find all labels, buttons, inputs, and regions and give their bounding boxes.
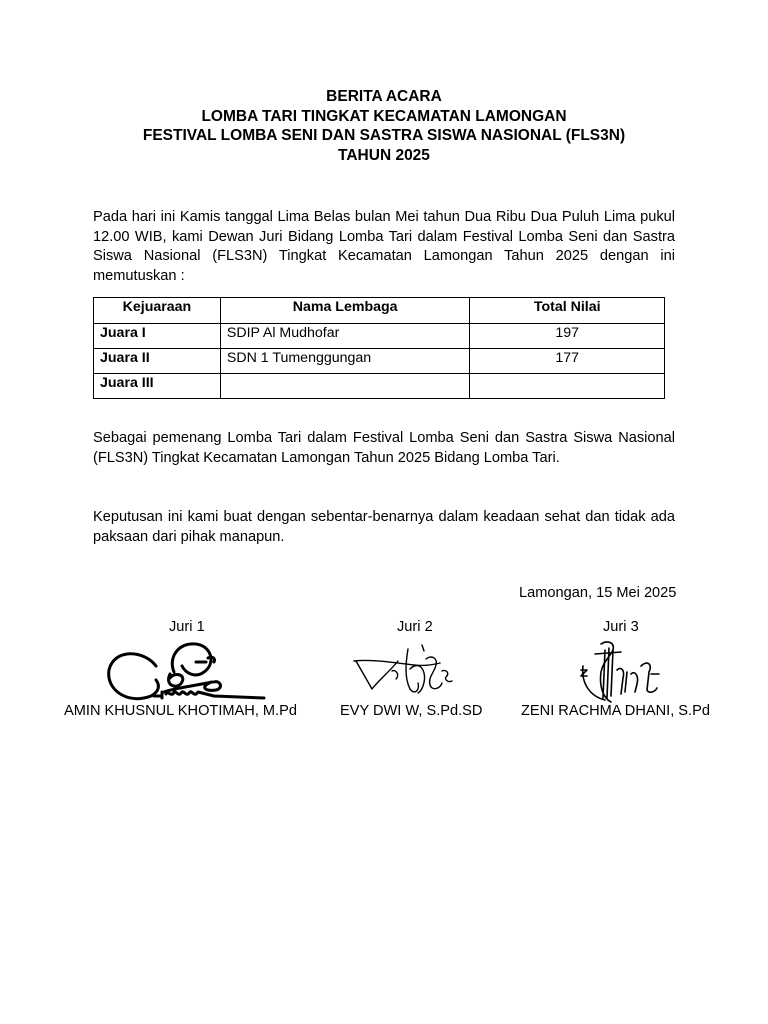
column-header-kejuaraan: Kejuaraan [94, 298, 221, 324]
judge-3-name: ZENI RACHMA DHANI, S.Pd [521, 703, 710, 719]
judge-1-name: AMIN KHUSNUL KHOTIMAH, M.Pd [64, 703, 297, 719]
winner-paragraph: Sebagai pemenang Lomba Tari dalam Festival Lomba Seni dan Sastra Siswa Nasional (FLS3N) Tingkat Kecamatan Lamongan Tahun 2025 Bidang Lomba Tari. [93, 430, 675, 466]
table-row [94, 324, 665, 349]
column-header-nama-lembaga: Nama Lembaga [220, 298, 470, 324]
score-cell [470, 374, 665, 399]
judge-1-label: Juri 1 [169, 619, 205, 635]
table-row [94, 374, 665, 399]
header-year: TAHUN 2025 [338, 146, 430, 164]
document-header [0, 87, 768, 165]
header-subtitle-competition: LOMBA TARI TINGKAT KECAMATAN LAMONGAN [201, 107, 567, 125]
judge-2-label: Juri 2 [397, 619, 433, 635]
judge-3-signature [577, 636, 661, 708]
table-header-row [94, 298, 665, 324]
rank-cell: Juara III [94, 374, 221, 399]
header-title: BERITA ACARA [326, 88, 442, 105]
rank-cell: Juara II [94, 349, 221, 374]
judge-2-signature [352, 641, 462, 703]
score-cell: 177 [470, 349, 665, 374]
institution-cell: SDIP Al Mudhofar [220, 324, 470, 349]
table-row [94, 349, 665, 374]
institution-cell: SDN 1 Tumenggungan [220, 349, 470, 374]
judge-2-name: EVY DWI W, S.Pd.SD [340, 703, 483, 719]
intro-paragraph: Pada hari ini Kamis tanggal Lima Belas bulan Mei tahun Dua Ribu Dua Puluh Lima pukul 12.00 WIB, kami Dewan Juri Bidang Lomba Tari dalam Festival Lomba Seni dan Sastra Siswa Nasional (FLS3N) Tingkat Kecamatan Lamongan Tahun 2025 dengan ini memutuskan : [93, 209, 675, 284]
results-table [93, 297, 665, 399]
score-cell: 197 [470, 324, 665, 349]
place-date: Lamongan, 15 Mei 2025 [519, 585, 677, 601]
header-subtitle-festival: FESTIVAL LOMBA SENI DAN SASTRA SISWA NASIONAL (FLS3N) [142, 127, 626, 144]
column-header-total-nilai: Total Nilai [470, 298, 665, 324]
rank-cell: Juara I [94, 324, 221, 349]
closing-paragraph: Keputusan ini kami buat dengan sebentar-benarnya dalam keadaan sehat dan tidak ada paksaan dari pihak manapun. [93, 509, 675, 545]
judge-3-label: Juri 3 [603, 619, 639, 635]
institution-cell [220, 374, 470, 399]
